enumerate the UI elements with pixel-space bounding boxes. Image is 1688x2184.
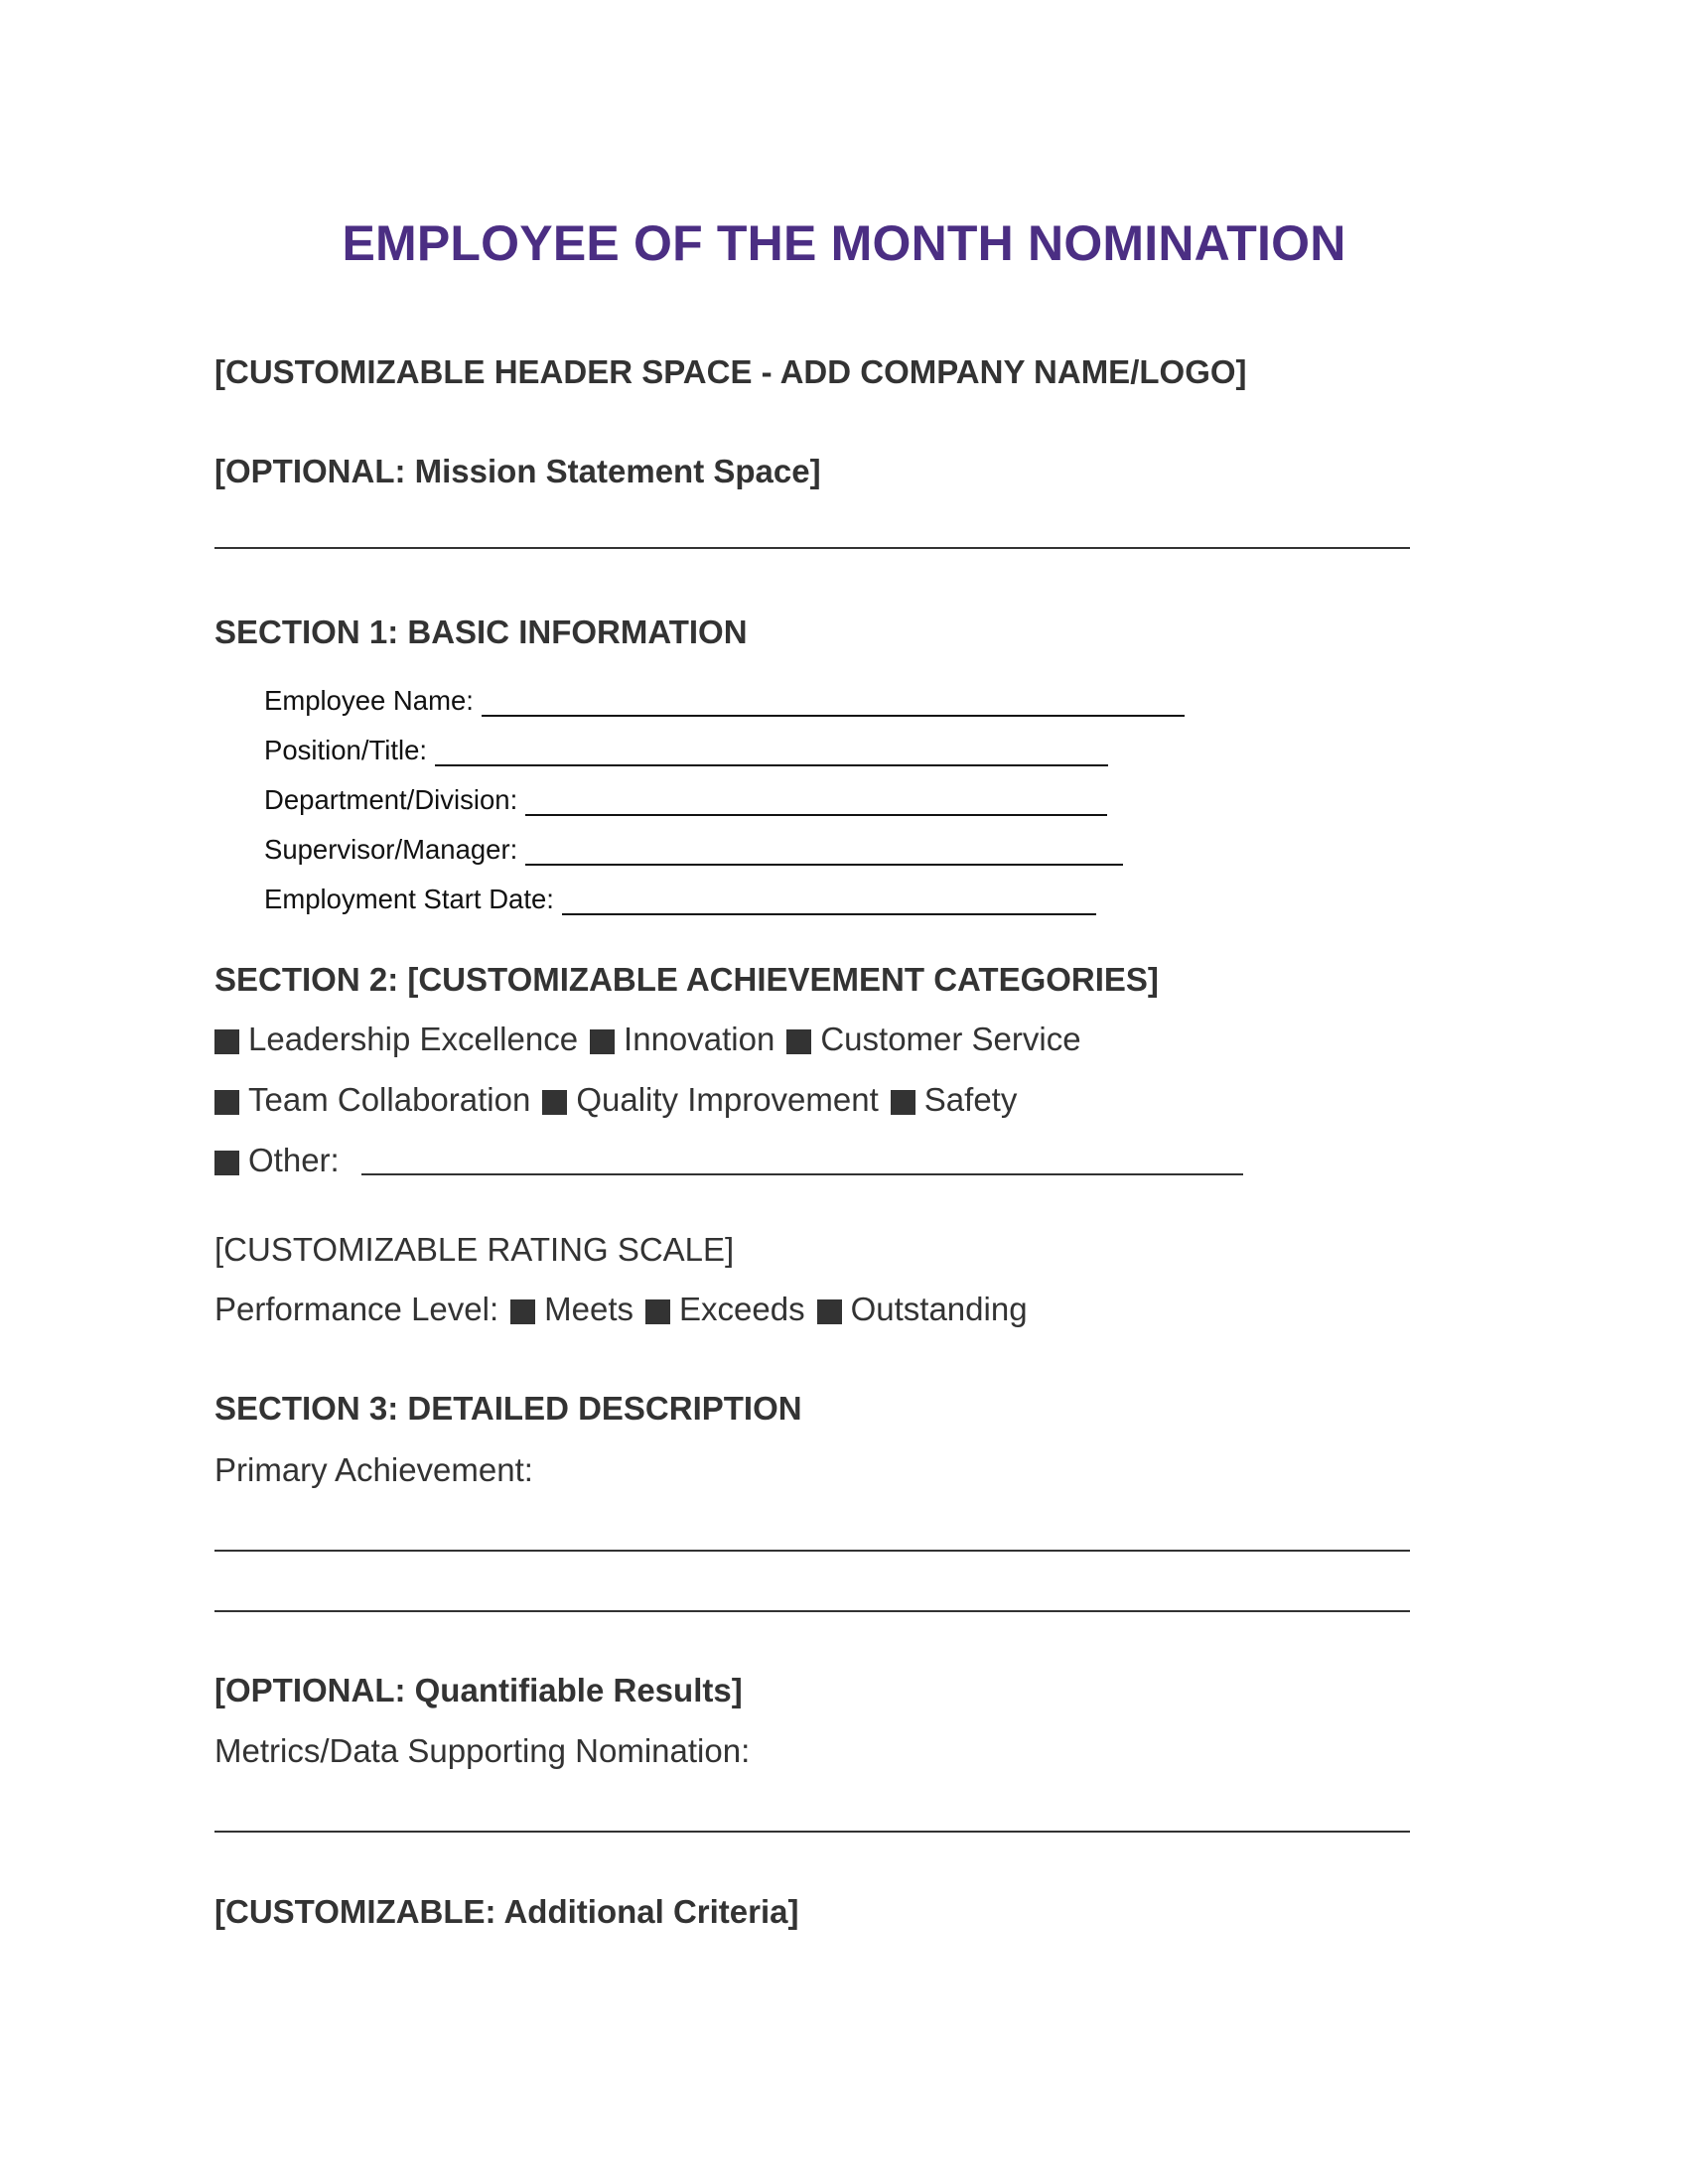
- mission-statement-line[interactable]: [214, 547, 1410, 549]
- position-title-field[interactable]: [264, 735, 1108, 766]
- category-option[interactable]: [891, 1081, 1018, 1119]
- quantifiable-results-heading: [OPTIONAL: Quantifiable Results]: [214, 1672, 743, 1708]
- checkbox-icon[interactable]: [817, 1299, 842, 1324]
- employee-name-line[interactable]: [482, 691, 1185, 717]
- checkbox-icon[interactable]: [542, 1090, 567, 1115]
- department-field[interactable]: [264, 784, 1107, 816]
- performance-level-row: [214, 1291, 1040, 1328]
- categories-row-2: [214, 1081, 1029, 1119]
- category-label: Team Collaboration: [248, 1081, 531, 1118]
- categories-row-1: [214, 1021, 1093, 1058]
- position-title-label: Position/Title:: [264, 735, 428, 765]
- supervisor-line[interactable]: [525, 840, 1123, 866]
- section-2-heading: SECTION 2: [CUSTOMIZABLE ACHIEVEMENT CATEGORIES]: [214, 961, 1159, 998]
- checkbox-icon[interactable]: [214, 1151, 239, 1175]
- department-label: Department/Division:: [264, 784, 518, 815]
- rating-option[interactable]: [645, 1291, 805, 1328]
- category-other-row: [214, 1142, 1243, 1179]
- category-option[interactable]: [786, 1021, 1080, 1058]
- category-label: Safety: [923, 1081, 1018, 1118]
- category-label: Leadership Excellence: [248, 1021, 579, 1057]
- employee-name-field[interactable]: [264, 685, 1185, 717]
- position-title-line[interactable]: [435, 741, 1108, 766]
- rating-label: Exceeds: [679, 1291, 805, 1327]
- supervisor-label: Supervisor/Manager:: [264, 834, 518, 865]
- rating-option[interactable]: [510, 1291, 633, 1328]
- start-date-field[interactable]: [264, 884, 1096, 915]
- category-option[interactable]: [214, 1081, 530, 1119]
- checkbox-icon[interactable]: [214, 1090, 239, 1115]
- primary-achievement-line-1[interactable]: [214, 1550, 1410, 1552]
- category-other-label: Other:: [248, 1142, 340, 1178]
- checkbox-icon[interactable]: [786, 1029, 811, 1054]
- checkbox-icon[interactable]: [891, 1090, 915, 1115]
- mission-placeholder: [OPTIONAL: Mission Statement Space]: [214, 453, 821, 489]
- start-date-line[interactable]: [562, 889, 1096, 915]
- rating-label: Meets: [544, 1291, 634, 1327]
- primary-achievement-line-2[interactable]: [214, 1610, 1410, 1612]
- category-label: Quality Improvement: [576, 1081, 879, 1118]
- category-option[interactable]: [542, 1081, 878, 1119]
- checkbox-icon[interactable]: [510, 1299, 535, 1324]
- department-line[interactable]: [525, 790, 1107, 816]
- checkbox-icon[interactable]: [590, 1029, 615, 1054]
- category-other-line[interactable]: [361, 1146, 1243, 1175]
- checkbox-icon[interactable]: [214, 1029, 239, 1054]
- page-title: EMPLOYEE OF THE MONTH NOMINATION: [342, 215, 1346, 271]
- supervisor-field[interactable]: [264, 834, 1123, 866]
- rating-option[interactable]: [817, 1291, 1028, 1328]
- checkbox-icon[interactable]: [645, 1299, 670, 1324]
- category-other-option[interactable]: [214, 1142, 340, 1179]
- category-label: Customer Service: [820, 1021, 1081, 1057]
- section-1-heading: SECTION 1: BASIC INFORMATION: [214, 614, 748, 650]
- category-option[interactable]: [590, 1021, 774, 1058]
- section-3-heading: SECTION 3: DETAILED DESCRIPTION: [214, 1390, 802, 1427]
- metrics-label: Metrics/Data Supporting Nomination:: [214, 1732, 751, 1769]
- rating-label: Outstanding: [850, 1291, 1028, 1327]
- start-date-label: Employment Start Date:: [264, 884, 554, 914]
- additional-criteria-heading: [CUSTOMIZABLE: Additional Criteria]: [214, 1893, 799, 1930]
- category-label: Innovation: [624, 1021, 775, 1057]
- category-option[interactable]: [214, 1021, 578, 1058]
- metrics-line[interactable]: [214, 1831, 1410, 1833]
- employee-name-label: Employee Name:: [264, 685, 474, 716]
- performance-level-label: Performance Level:: [214, 1291, 499, 1327]
- primary-achievement-label: Primary Achievement:: [214, 1451, 533, 1488]
- rating-scale-heading: [CUSTOMIZABLE RATING SCALE]: [214, 1231, 735, 1268]
- header-placeholder: [CUSTOMIZABLE HEADER SPACE - ADD COMPANY NAME/LOGO]: [214, 353, 1247, 390]
